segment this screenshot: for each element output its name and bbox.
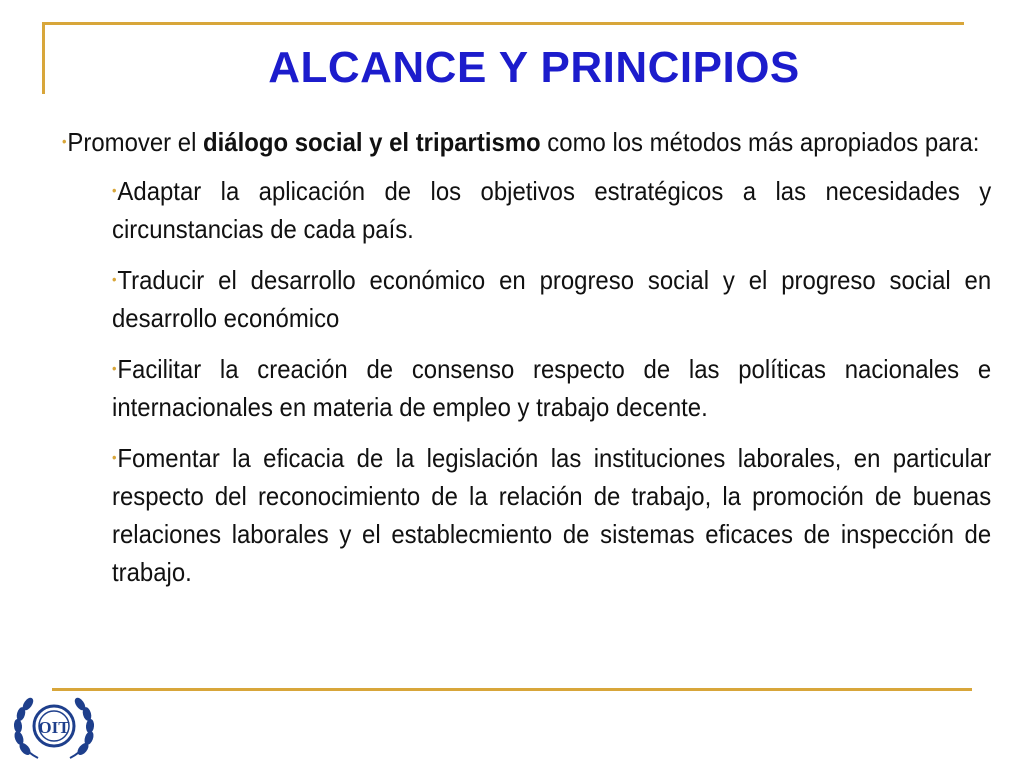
list-item (112, 260, 991, 337)
bullet-icon: • (112, 360, 117, 376)
list-item-text: Facilitar la creación de consenso respecto de las políticas nacionales e internacionales en materia de empleo y trabajo decente. (112, 354, 992, 422)
list-item-text: Fomentar la eficacia de la legislación las instituciones laborales, en particular respecto del reconocimiento de la relación de trabajo, la promoción de buenas relaciones laborales y el establecmiento de sistemas eficaces de inspección de trabajo. (112, 443, 992, 587)
intro-text-post: como los métodos más apropiados para: (540, 127, 980, 157)
list-item-text: Traducir el desarrollo económico en progreso social y el progreso social en desarrollo económico (112, 265, 992, 333)
list-item (112, 349, 991, 426)
bullet-icon: • (112, 182, 117, 198)
bullet-icon: • (112, 271, 117, 287)
intro-text-pre: Promover el (67, 127, 204, 157)
bottom-accent-line (52, 688, 972, 691)
top-accent-line (42, 22, 964, 25)
oit-logo (8, 692, 100, 766)
bullet-icon: • (62, 133, 67, 149)
list-item (112, 171, 991, 248)
list-item (112, 438, 991, 591)
intro-paragraph (62, 122, 987, 161)
slide-body (62, 122, 992, 603)
slide-title: ALCANCE Y PRINCIPIOS (268, 43, 800, 92)
bullet-icon: • (112, 449, 117, 465)
intro-text-bold: diálogo social y el tripartismo (203, 127, 541, 157)
logo-text: OIT (38, 718, 70, 737)
list-item-text: Adaptar la aplicación de los objetivos estratégicos a las necesidades y circunstancias de cada país. (112, 176, 992, 244)
